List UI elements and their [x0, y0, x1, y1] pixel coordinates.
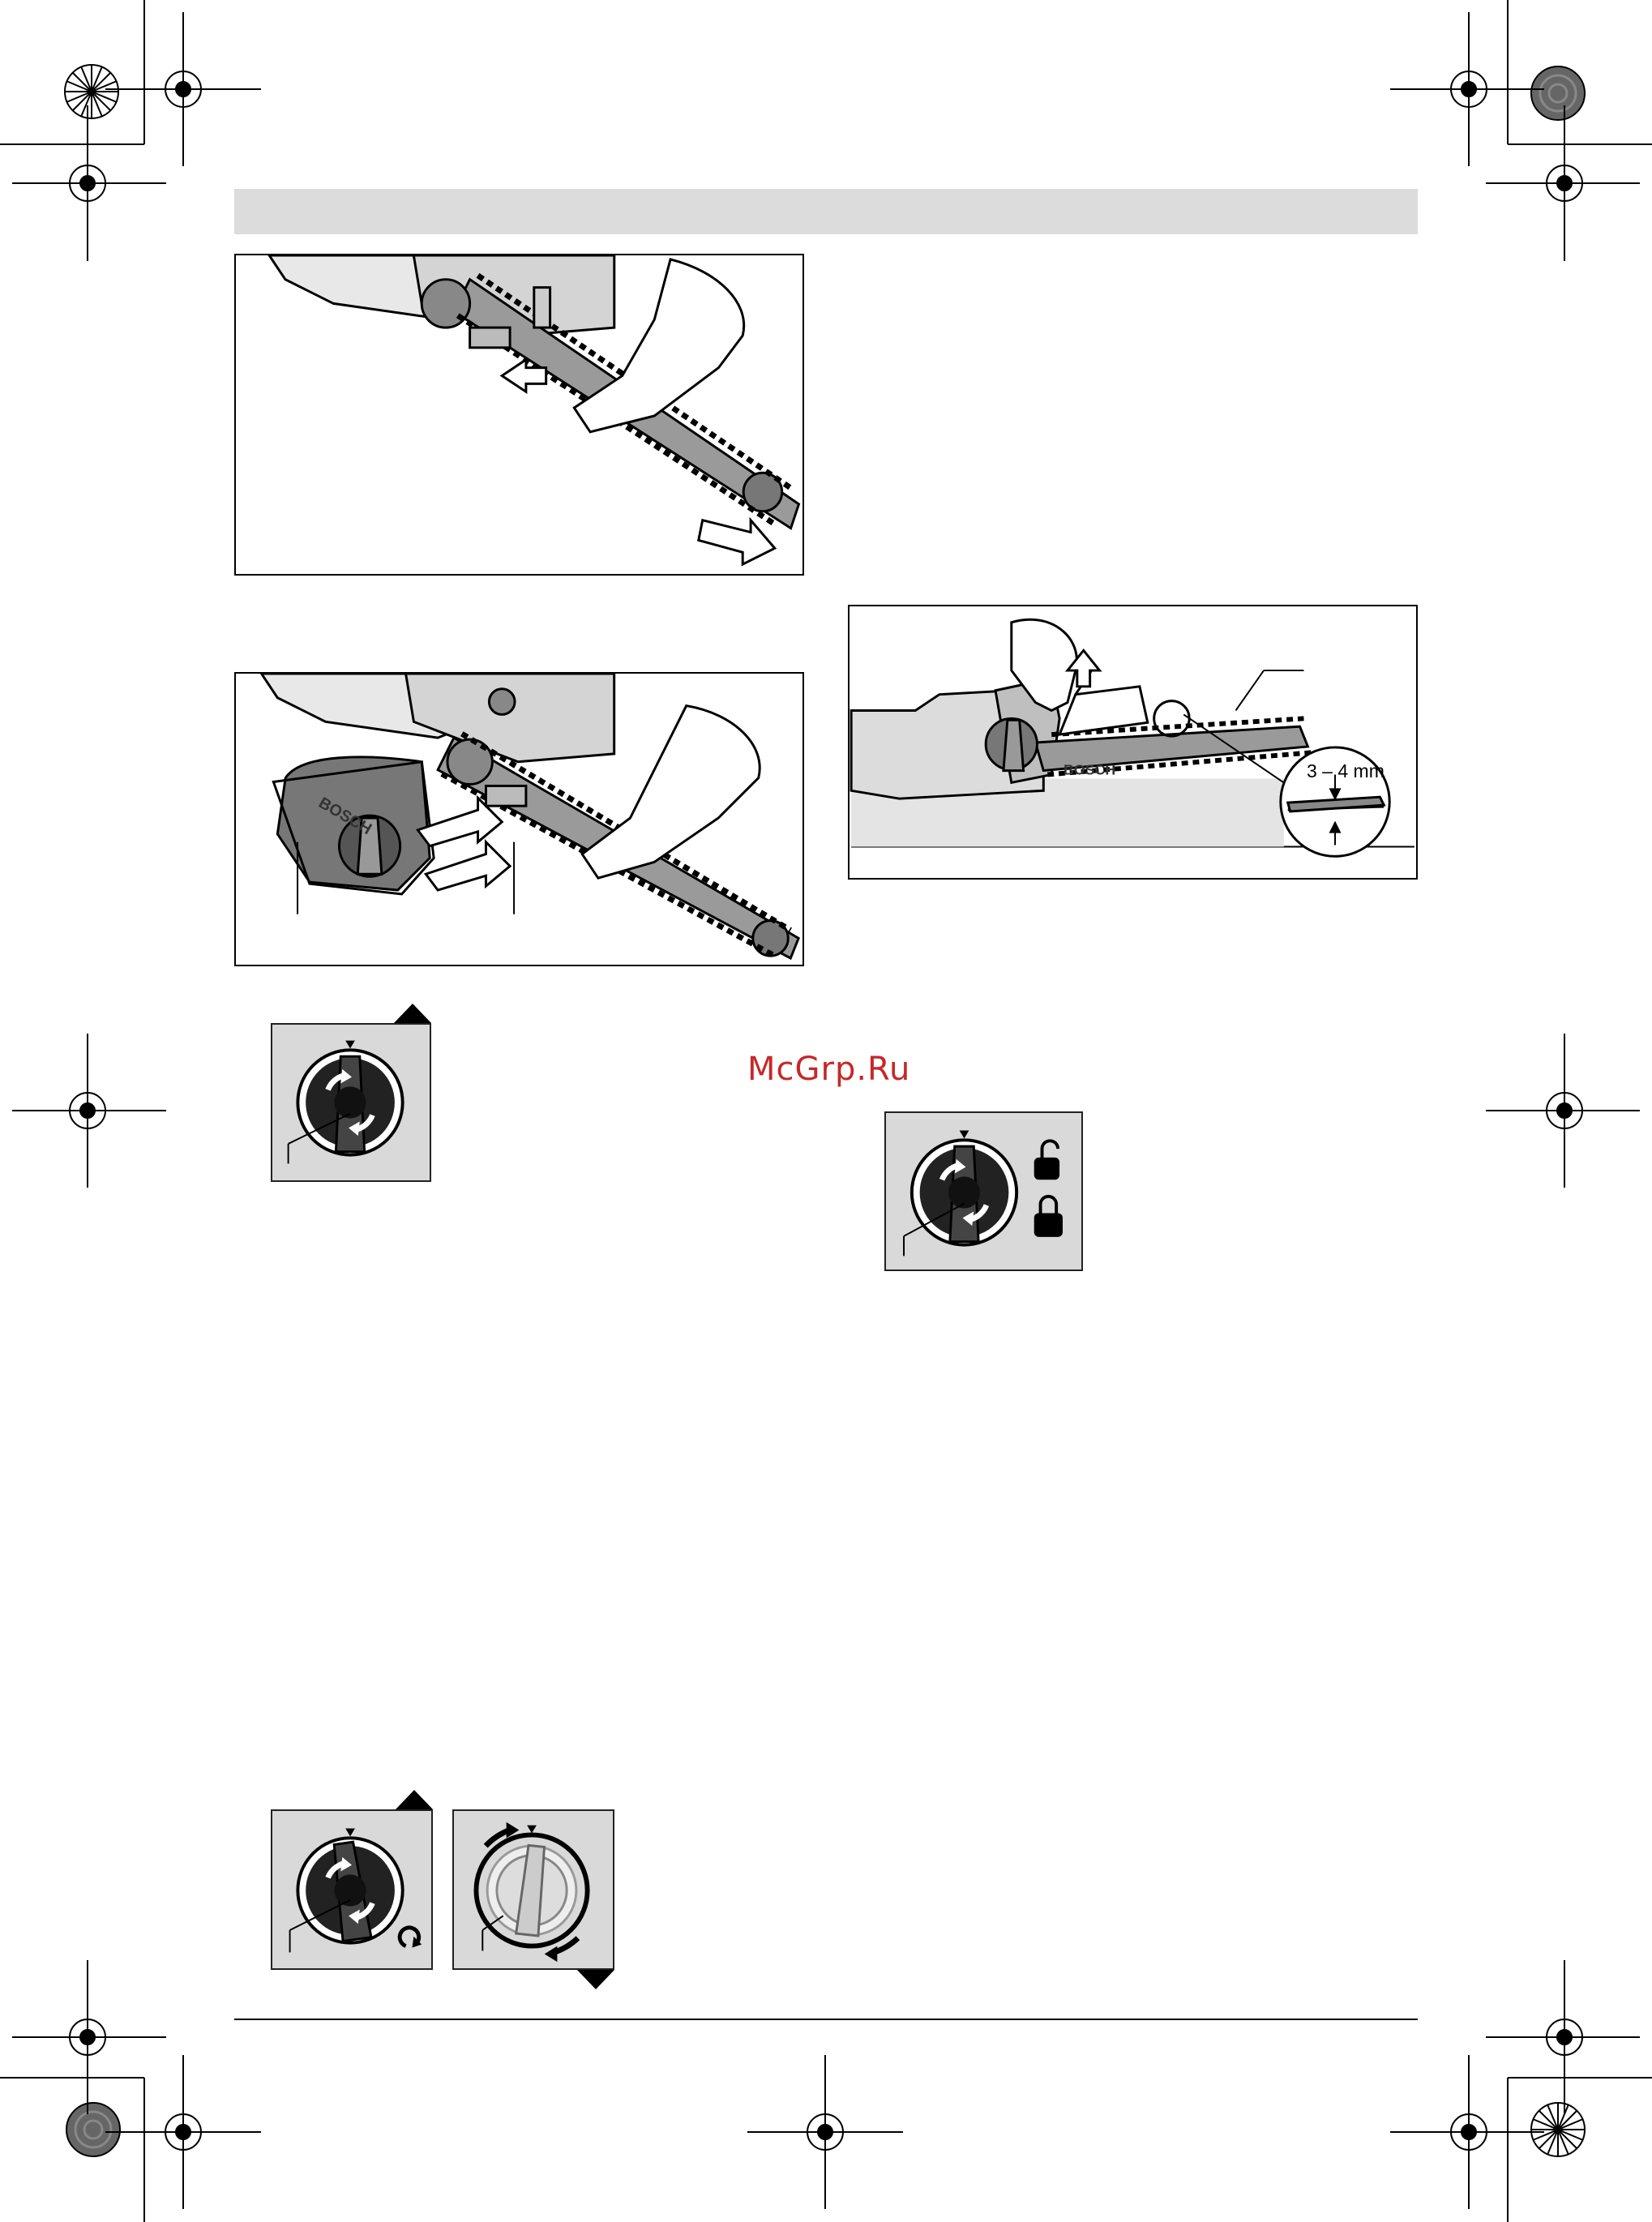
saw-housing-logo: BOSCH [1064, 761, 1116, 778]
figure-chain-tension-check [848, 605, 1418, 880]
figure-cover-attachment [234, 672, 804, 966]
corner-triangle-down-icon [577, 1970, 614, 1989]
page-header-bar [234, 189, 1418, 234]
knob-panel-rotate [271, 1809, 433, 1970]
chain-tension-illustration [850, 606, 1416, 878]
chainsaw-cover-illustration [236, 674, 802, 965]
padlock-closed-icon [1036, 1197, 1061, 1235]
chain-sag-measurement-label: 3 – 4 mm [1307, 760, 1385, 781]
knob-lock-icon [886, 1113, 1081, 1269]
chainsaw-bar-illustration [236, 255, 802, 574]
page-footer-rule [234, 2019, 1418, 2020]
knob-panel-release [452, 1809, 614, 1970]
knob-panel-1 [271, 1023, 431, 1182]
knob-panel-lock [884, 1111, 1083, 1271]
rotate-arrow-icon [400, 1928, 422, 1948]
tension-knob-rotate-icon [272, 1811, 431, 1968]
crosshair-icon [105, 12, 261, 166]
knob-release-icon [454, 1811, 613, 1968]
padlock-open-icon [1036, 1141, 1058, 1178]
corner-triangle-icon [394, 1004, 431, 1023]
corner-triangle-icon [396, 1790, 433, 1809]
watermark-text: McGrp.Ru [747, 1051, 911, 1088]
figure-bar-chain-mounting [234, 254, 804, 576]
cover-logo: BOSCH [315, 794, 375, 839]
tension-knob-icon [272, 1025, 430, 1180]
